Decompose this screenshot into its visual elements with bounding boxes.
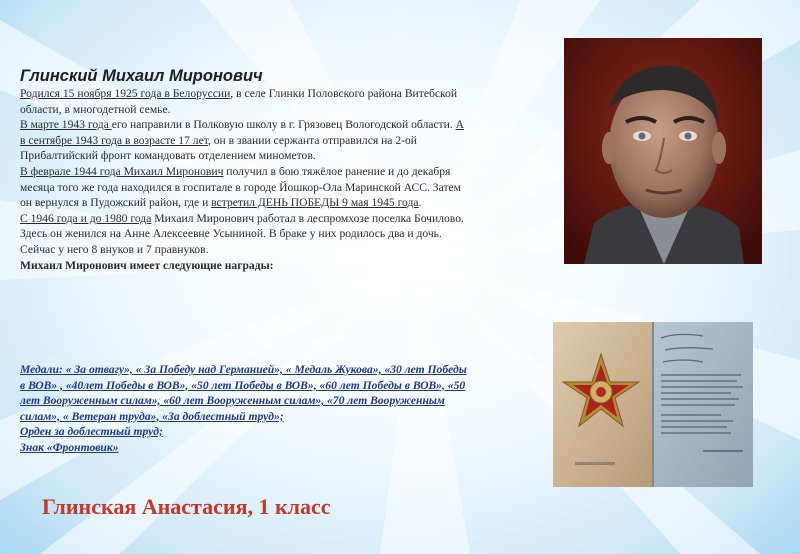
awards-badge: Знак «Фронтовик» [20, 440, 119, 454]
bio-birth-place: , в селе Глинки Половского района Витебской области, в многодетной семье. [20, 87, 458, 116]
bio-work-text: Михаил Миронович работал в леспромхозе поселка Бочилово. Здесь он женился на Анне Алексеевне Усыниной. В браке у них родилось два и дочь. Сейчас у него 8 внуков и 7 правнуков. [20, 211, 464, 256]
author-caption: Глинская Анастасия, 1 класс [42, 494, 331, 519]
person-name-heading: Глинский Михаил Миронович [20, 67, 263, 85]
bio-birth-date: Родился 15 ноября 1925 года в Белоруссии [20, 87, 231, 100]
bio-front-date: А в сентябре 1943 года в возрасте 17 лет [20, 118, 464, 147]
bio-paragraph-work [20, 211, 472, 258]
awards-medals: Медали: « За отвагу», « За Победу над Германией», « Медаль Жукова», «30 лет Победы в ВОВ» , «40лет Победы в ВОВ», «50 лет Победы в ВОВ», «60 лет Победы в ВОВ», «50 лет Вооруженным силам», «60 лет Вооруженным силам», «70 лет Вооруженным силам», « Ветеран труда», «За доблестный труд»; [20, 363, 467, 423]
biography-text [20, 66, 472, 273]
bio-paragraph-birth [20, 86, 472, 117]
awards-list [20, 362, 472, 455]
bio-school-text: его направили в Полковую школу в г. Грязовец Вологодской области. [111, 118, 456, 132]
bio-paragraph-wound [20, 164, 472, 211]
medal-certificate-photo [553, 322, 753, 487]
bio-school-date: В марте 1943 года [20, 118, 112, 132]
bio-wound-date: В феврале 1944 года Михаил Миронович [20, 164, 224, 178]
bio-victory-day: встретил ДЕНЬ ПОБЕДЫ 9 мая 1945 года [211, 196, 419, 210]
bio-period: . [418, 196, 422, 210]
bio-paragraph-school [20, 117, 472, 164]
bio-wound-text: получил в бою тяжёлое ранение и до декабря месяца того же года находился в госпитале в городе Йошкор-Ола Маринской АСС. Затем он вернулся в Пудожский район, где и [20, 164, 461, 210]
bio-awards-intro: Михаил Миронович имеет следующие награды: [20, 258, 274, 272]
bio-front-text: , он в звании сержанта отправился на 2-ой Прибалтийский фронт командовать отделением минометов. [20, 133, 417, 163]
awards-order: Орден за доблестный труд; [20, 425, 163, 438]
bio-work-dates: С 1946 года и до 1980 года [20, 211, 152, 225]
portrait-photo [564, 38, 762, 264]
